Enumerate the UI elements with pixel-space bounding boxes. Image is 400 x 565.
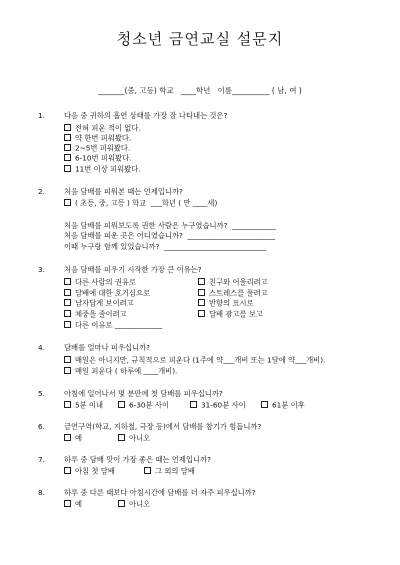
question-4-option-1[interactable]: 매일은 아니지만, 규칙적으로 피운다 (1주에 약___개비 또는 1달에 약___개비).	[64, 356, 325, 365]
question-7-number: 7.	[38, 455, 45, 464]
question-7-option-1[interactable]: 아침 첫 담배	[64, 467, 115, 476]
question-2-text: 처음 담배를 피워본 때는 언제입니까?	[64, 187, 183, 196]
question-3-text: 처음 담배를 피우기 시작한 가장 큰 이유는?	[64, 265, 202, 274]
question-2-sub-2: 처음 담배를 피운 곳은 어디였습니까? ________________________	[64, 231, 276, 240]
question-1-option-5[interactable]: 11번 이상 피워봤다.	[64, 165, 141, 174]
question-2-number: 2.	[38, 187, 45, 196]
question-5-option-4[interactable]: 61분 이후	[261, 401, 305, 410]
question-6-number: 6.	[38, 422, 45, 431]
question-5-option-1[interactable]: 5분 이내	[64, 401, 103, 410]
question-8-number: 8.	[38, 488, 45, 497]
question-3-number: 3.	[38, 265, 45, 274]
question-3-option-7[interactable]: 스트레스를 풀려고	[198, 289, 268, 298]
question-8-option-yes[interactable]: 예	[64, 500, 82, 509]
question-7-option-2[interactable]: 그 외의 담배	[144, 467, 195, 476]
question-1-option-4[interactable]: 6-10번 피워봤다.	[64, 154, 131, 163]
question-3-option-3[interactable]: 남자답게 보이려고	[64, 299, 134, 308]
question-5-number: 5.	[38, 389, 45, 398]
question-3-option-8[interactable]: 반항의 표시로	[198, 299, 254, 308]
question-5-text: 아침에 일어나서 몇 분만에 첫 담배를 피우십니까?	[64, 389, 223, 398]
question-5-option-3[interactable]: 31-60분 사이	[190, 401, 246, 410]
question-2-sub-1: 처음 담배를 피워보도록 권한 사람은 누구였습니까? ____________	[64, 221, 276, 230]
question-8-option-no[interactable]: 아니오	[118, 500, 150, 509]
question-6-option-yes[interactable]: 예	[64, 434, 82, 443]
question-1-text: 다음 중 귀하의 흡연 상태를 가장 잘 나타내는 것은?	[64, 111, 228, 120]
question-3-option-4[interactable]: 체중을 줄이려고	[64, 310, 127, 319]
question-6-option-no[interactable]: 아니오	[118, 434, 150, 443]
question-3-option-6[interactable]: 친구와 어울리려고	[198, 278, 268, 287]
respondent-info-line: _______(중, 고등) 학교 ____학년 이름__________ ( 남, 여 )	[98, 86, 302, 95]
question-3-option-2[interactable]: 담배에 대한 호기심으로	[64, 289, 150, 298]
question-1-option-2[interactable]: 약 한번 피워봤다.	[64, 134, 131, 143]
question-3-option-9[interactable]: 담배 광고를 보고	[198, 310, 263, 319]
question-4-text: 담배를 얼마나 피우십니까?	[64, 343, 151, 352]
question-2-option[interactable]: ( 초등, 중, 고등 ) 학교 ___학년 ( 만 ____세)	[64, 199, 217, 208]
survey-title: 청소년 금연교실 설문지	[116, 30, 284, 48]
question-3-option-1[interactable]: 다른 사람의 권유로	[64, 278, 136, 287]
question-1-number: 1.	[38, 111, 45, 120]
question-5-option-2[interactable]: 6-30분 사이	[118, 401, 169, 410]
question-1-option-1[interactable]: 전혀 피운 적이 없다.	[64, 124, 141, 133]
question-1-option-3[interactable]: 2~5번 피워봤다.	[64, 144, 130, 153]
question-6-text: 금연구역(학교, 지하철, 극장 등)에서 담배를 참기가 힘듭니까?	[64, 422, 262, 431]
question-4-option-2[interactable]: 매일 피운다 ( 하루에 ____개비).	[64, 367, 177, 376]
question-4-number: 4.	[38, 343, 45, 352]
question-8-text: 하루 중 다른 때보다 아침시간에 담배를 더 자주 피우십니까?	[64, 488, 256, 497]
question-3-option-5[interactable]: 다른 이유로 _____________	[64, 321, 162, 330]
question-7-text: 하루 중 담배 맛이 가장 좋은 때는 언제입니까?	[64, 455, 211, 464]
question-2-sub-3: 이때 누구랑 함께 있었습니까? ____________________________	[64, 242, 267, 251]
